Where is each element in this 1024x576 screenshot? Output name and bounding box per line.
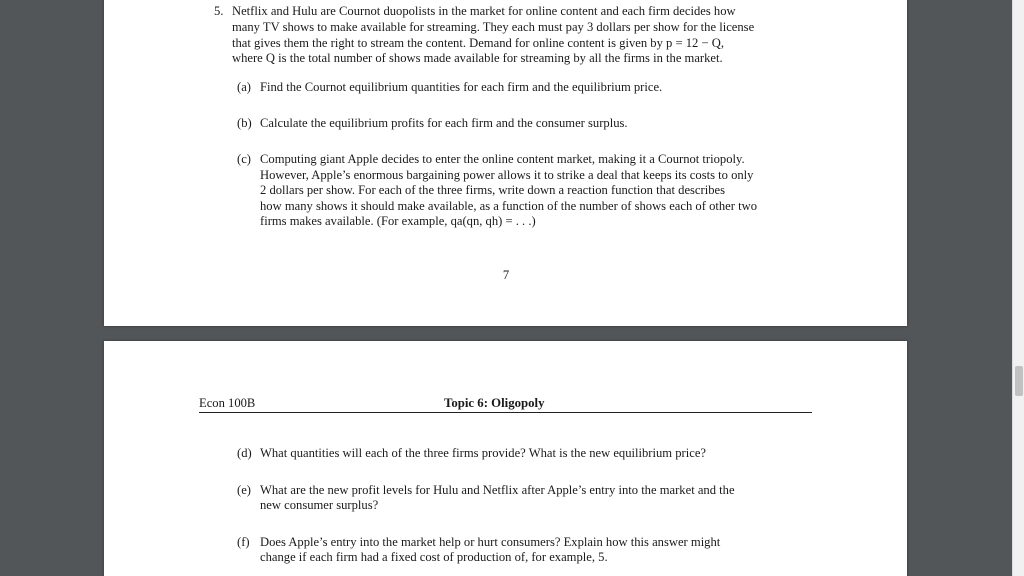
question-5-line-3: that gives them the right to stream the content. Demand for online content is given by p = 12 − Q, [232, 36, 724, 50]
question-5-line-4: where Q is the total number of shows made available for streaming by all the firms in the market. [232, 51, 723, 65]
part-f-line-2: change if each firm had a fixed cost of production of, for example, 5. [260, 550, 608, 564]
pdf-page-7 [104, 0, 907, 326]
part-c-line-4: how many shows it should make available, as a function of the number of shows each of other two [260, 199, 757, 213]
header-rule [199, 412, 812, 413]
part-c-line-3: 2 dollars per show. For each of the three firms, write down a reaction function that describes [260, 183, 726, 197]
scrollbar-thumb[interactable] [1015, 366, 1023, 396]
pdf-page-8 [104, 341, 907, 576]
part-e-line-1: What are the new profit levels for Hulu and Netflix after Apple’s entry into the market and the [260, 483, 735, 497]
part-c-label: (c) [237, 152, 251, 166]
part-f-line-1: Does Apple’s entry into the market help or hurt consumers? Explain how this answer might [260, 535, 721, 549]
part-b-text: Calculate the equilibrium profits for each firm and the consumer surplus. [260, 116, 628, 130]
part-e-label: (e) [237, 483, 251, 497]
part-d-label: (d) [237, 446, 252, 460]
part-a-label: (a) [237, 80, 251, 94]
part-b-label: (b) [237, 116, 252, 130]
page-number: 7 [502, 268, 510, 282]
question-5-line-2: many TV shows to make available for streaming. They each must pay 3 dollars per show for the license [232, 20, 755, 34]
question-5-line-1: Netflix and Hulu are Cournot duopolists in the market for online content and each firm decides how [232, 4, 736, 18]
part-c-line-2: However, Apple’s enormous bargaining power allows it to strike a deal that keeps its costs to only [260, 168, 754, 182]
part-c-line-5: firms makes available. (For example, qa(qn, qh) = . . .) [260, 214, 536, 228]
vertical-scrollbar[interactable] [1012, 0, 1024, 576]
question-5-number: 5. [214, 4, 224, 18]
running-header-topic: Topic 6: Oligopoly [444, 396, 545, 410]
part-d-text: What quantities will each of the three firms provide? What is the new equilibrium price? [260, 446, 706, 460]
part-e-line-2: new consumer surplus? [260, 498, 379, 512]
part-f-label: (f) [237, 535, 250, 549]
part-a-text: Find the Cournot equilibrium quantities for each firm and the equilibrium price. [260, 80, 663, 94]
running-header-course: Econ 100B [199, 396, 256, 410]
part-c-line-1: Computing giant Apple decides to enter the online content market, making it a Cournot triopoly. [260, 152, 745, 166]
